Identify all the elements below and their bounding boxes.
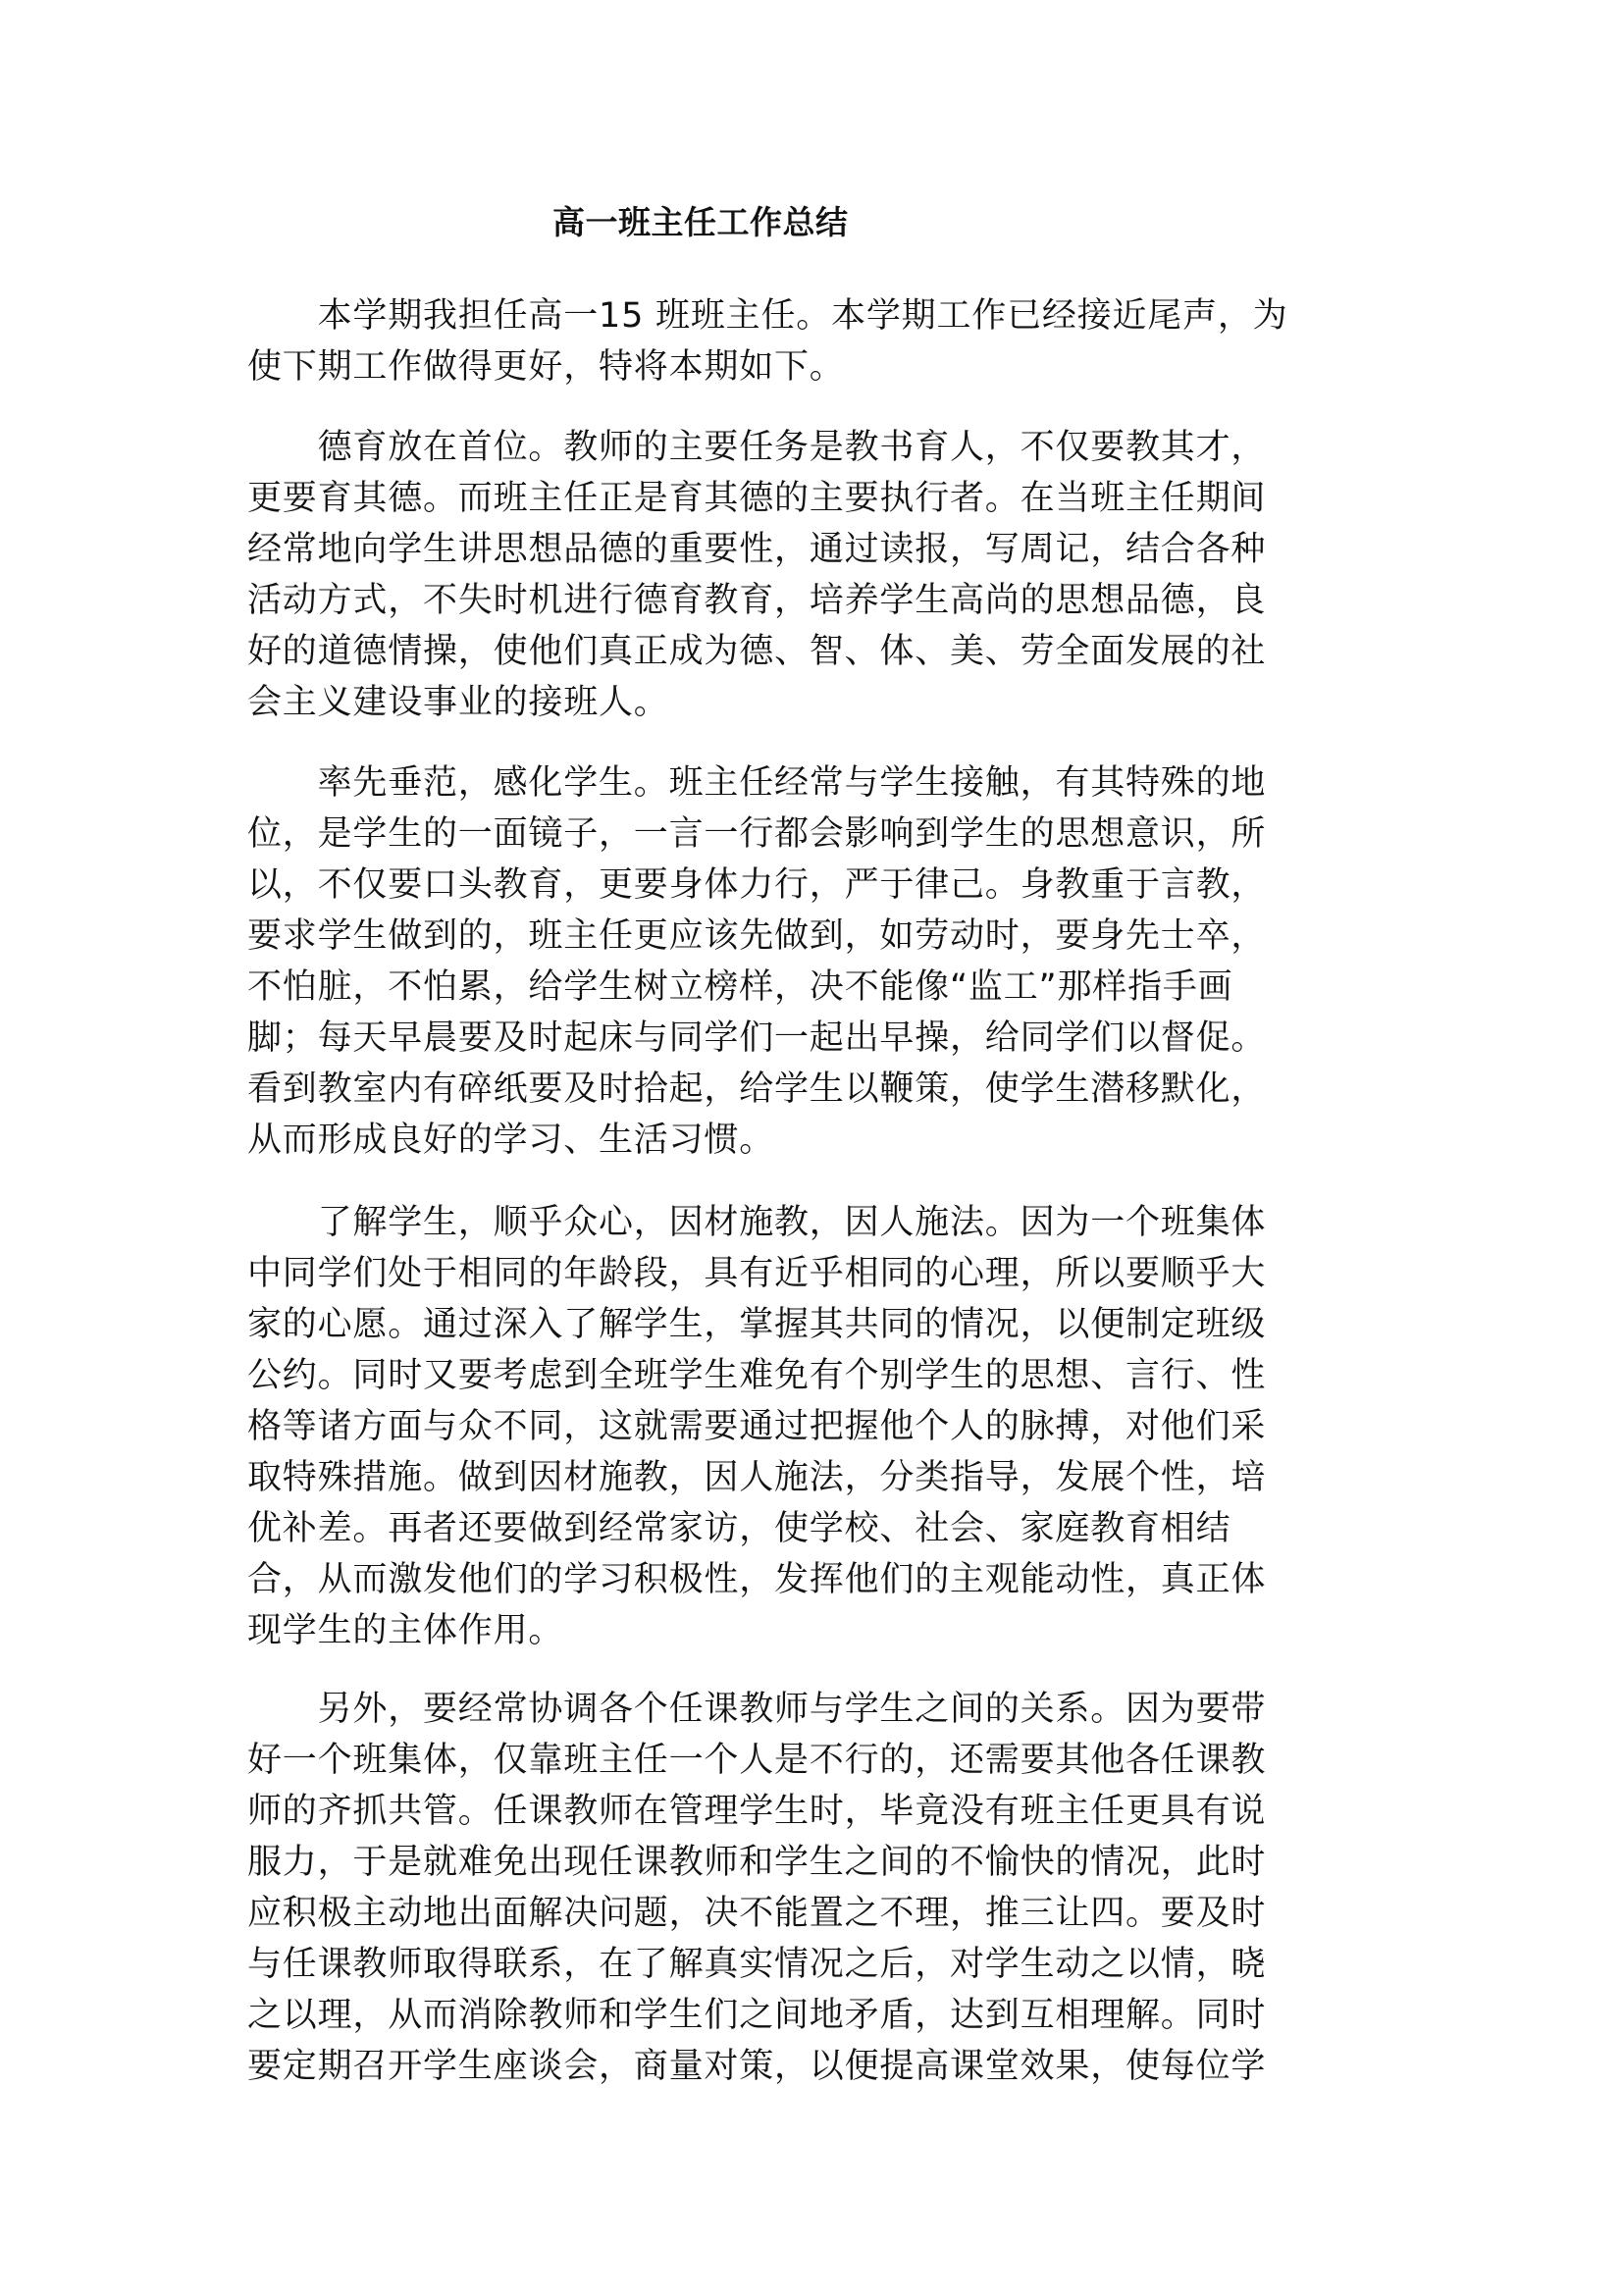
paragraph-line: 使下期工作做得更好，特将本期如下。 xyxy=(247,347,845,387)
document-title: 高一班主任工作总结 xyxy=(552,203,849,241)
paragraph-line: 率先垂范，感化学生。班主任经常与学生接触，有其特殊的地 xyxy=(247,763,1267,803)
paragraph-4 xyxy=(247,1197,1386,1656)
paragraph-line: 要定期召开学生座谈会，商量对策，以便提高课堂效果，使每位学 xyxy=(247,2047,1267,2086)
paragraph-line: 不怕脏，不怕累，给学生树立榜样，决不能像“监工”那样指手画 xyxy=(247,967,1233,1007)
paragraph-line: 服力，于是就难免出现任课教师和学生之间的不愉快的情况，此时 xyxy=(247,1843,1267,1882)
paragraph-line: 家的心愿。通过深入了解学生，掌握其共同的情况，以便制定班级 xyxy=(247,1305,1267,1344)
paragraph-line: 从而形成良好的学习、生活习惯。 xyxy=(247,1121,775,1160)
paragraph-line: 好的道德情操，使他们真正成为德、智、体、美、劳全面发展的社 xyxy=(247,632,1267,671)
paragraph-line: 现学生的主体作用。 xyxy=(247,1611,564,1650)
paragraph-line: 本学期我担任高一15 班班主任。本学期工作已经接近尾声，为 xyxy=(247,296,1288,336)
paragraph-line: 应积极主动地出面解决问题，决不能置之不理，推三让四。要及时 xyxy=(247,1894,1267,1933)
paragraph-line: 格等诸方面与众不同，这就需要通过把握他个人的脉搏，对他们采 xyxy=(247,1407,1267,1446)
paragraph-line: 取特殊措施。做到因材施教，因人施法，分类指导，发展个性，培 xyxy=(247,1458,1267,1497)
paragraph-line: 会主义建设事业的接班人。 xyxy=(247,683,669,722)
paragraph-1 xyxy=(247,290,1386,392)
paragraph-line: 脚；每天早晨要及时起床与同学们一起出早操，给同学们以督促。 xyxy=(247,1018,1267,1058)
paragraph-line: 以，不仅要口头教育，更要身体力行，严于律己。身教重于言教， xyxy=(247,865,1267,905)
paragraph-line: 更要育其德。而班主任正是育其德的主要执行者。在当班主任期间 xyxy=(247,479,1267,518)
paragraph-line: 优补差。再者还要做到经常家访，使学校、社会、家庭教育相结 xyxy=(247,1509,1231,1548)
paragraph-line: 了解学生，顺乎众心，因材施教，因人施法。因为一个班集体 xyxy=(247,1203,1267,1242)
paragraph-line: 德育放在首位。教师的主要任务是教书育人，不仅要教其才， xyxy=(247,428,1267,467)
paragraph-5 xyxy=(247,1684,1386,2092)
paragraph-3 xyxy=(247,757,1386,1166)
paragraph-2 xyxy=(247,422,1386,728)
paragraph-line: 好一个班集体，仅靠班主任一个人是不行的，还需要其他各任课教 xyxy=(247,1741,1267,1780)
paragraph-line: 与任课教师取得联系，在了解真实情况之后，对学生动之以情，晓 xyxy=(247,1945,1267,1984)
paragraph-line: 中同学们处于相同的年龄段，具有近乎相同的心理，所以要顺乎大 xyxy=(247,1254,1267,1293)
paragraph-line: 看到教室内有碎纸要及时拾起，给学生以鞭策，使学生潜移默化， xyxy=(247,1070,1267,1109)
paragraph-line: 师的齐抓共管。任课教师在管理学生时，毕竟没有班主任更具有说 xyxy=(247,1792,1267,1831)
paragraph-line: 公约。同时又要考虑到全班学生难免有个别学生的思想、言行、性 xyxy=(247,1356,1267,1395)
paragraph-line: 合，从而激发他们的学习积极性，发挥他们的主观能动性，真正体 xyxy=(247,1560,1267,1599)
paragraph-line: 之以理，从而消除教师和学生们之间地矛盾，达到互相理解。同时 xyxy=(247,1996,1267,2035)
paragraph-line: 经常地向学生讲思想品德的重要性，通过读报，写周记，结合各种 xyxy=(247,530,1267,569)
paragraph-line: 位，是学生的一面镜子，一言一行都会影响到学生的思想意识，所 xyxy=(247,814,1267,854)
paragraph-line: 另外，要经常协调各个任课教师与学生之间的关系。因为要带 xyxy=(247,1690,1267,1729)
paragraph-line: 要求学生做到的，班主任更应该先做到，如劳动时，要身先士卒， xyxy=(247,916,1267,956)
paragraph-line: 活动方式，不失时机进行德育教育，培养学生高尚的思想品德，良 xyxy=(247,581,1267,620)
